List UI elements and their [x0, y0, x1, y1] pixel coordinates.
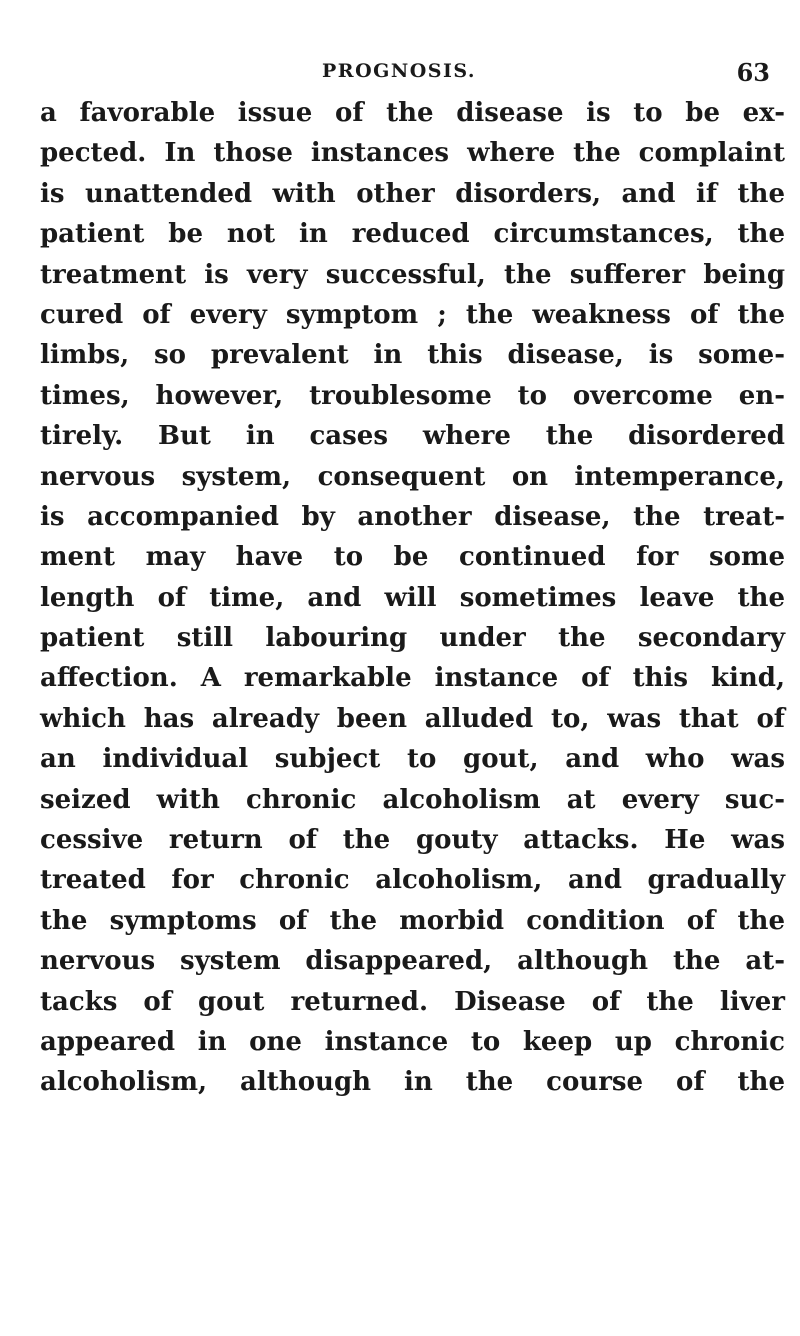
text-line: seized with chronic alcoholism at every suc-	[40, 784, 785, 815]
text-line: nervous system disappeared, although the at-	[40, 946, 785, 977]
text-line: limbs, so prevalent in this disease, is some-	[40, 340, 785, 371]
text-line: tacks of gout returned. Disease of the liver	[40, 986, 785, 1017]
running-title: PROGNOSIS.	[322, 60, 477, 82]
text-line: tirely. But in cases where the disordered	[40, 421, 785, 452]
text-line: ment may have to be continued for some	[40, 542, 785, 573]
text-line: affection. A remarkable instance of this kind,	[40, 663, 785, 694]
text-line: is unattended with other disorders, and if the	[40, 178, 785, 209]
text-line: times, however, troublesome to overcome en-	[40, 380, 785, 411]
text-line: pected. In those instances where the complaint	[40, 138, 785, 169]
text-line: an individual subject to gout, and who was	[40, 744, 785, 775]
text-line: patient be not in reduced circumstances, the	[40, 219, 785, 250]
text-line: length of time, and will sometimes leave the	[40, 582, 785, 613]
text-line: a favorable issue of the disease is to be ex-	[40, 98, 785, 128]
page-number: 63	[736, 58, 770, 87]
text-line: patient still labouring under the secondary	[40, 623, 785, 654]
text-line: treated for chronic alcoholism, and gradually	[40, 865, 785, 896]
running-head	[0, 60, 800, 90]
text-line: appeared in one instance to keep up chronic	[40, 1026, 785, 1057]
text-line: the symptoms of the morbid condition of the	[40, 905, 785, 936]
text-line: nervous system, consequent on intemperance,	[40, 461, 785, 492]
text-line: treatment is very successful, the sufferer being	[40, 259, 785, 290]
text-line: alcoholism, although in the course of the	[40, 1067, 785, 1098]
text-line: cessive return of the gouty attacks. He was	[40, 825, 785, 856]
text-line: is accompanied by another disease, the treat-	[40, 501, 785, 532]
body-text	[40, 93, 785, 1103]
text-line: cured of every symptom ; the weakness of the	[40, 299, 785, 330]
text-line: which has already been alluded to, was that of	[40, 703, 785, 734]
